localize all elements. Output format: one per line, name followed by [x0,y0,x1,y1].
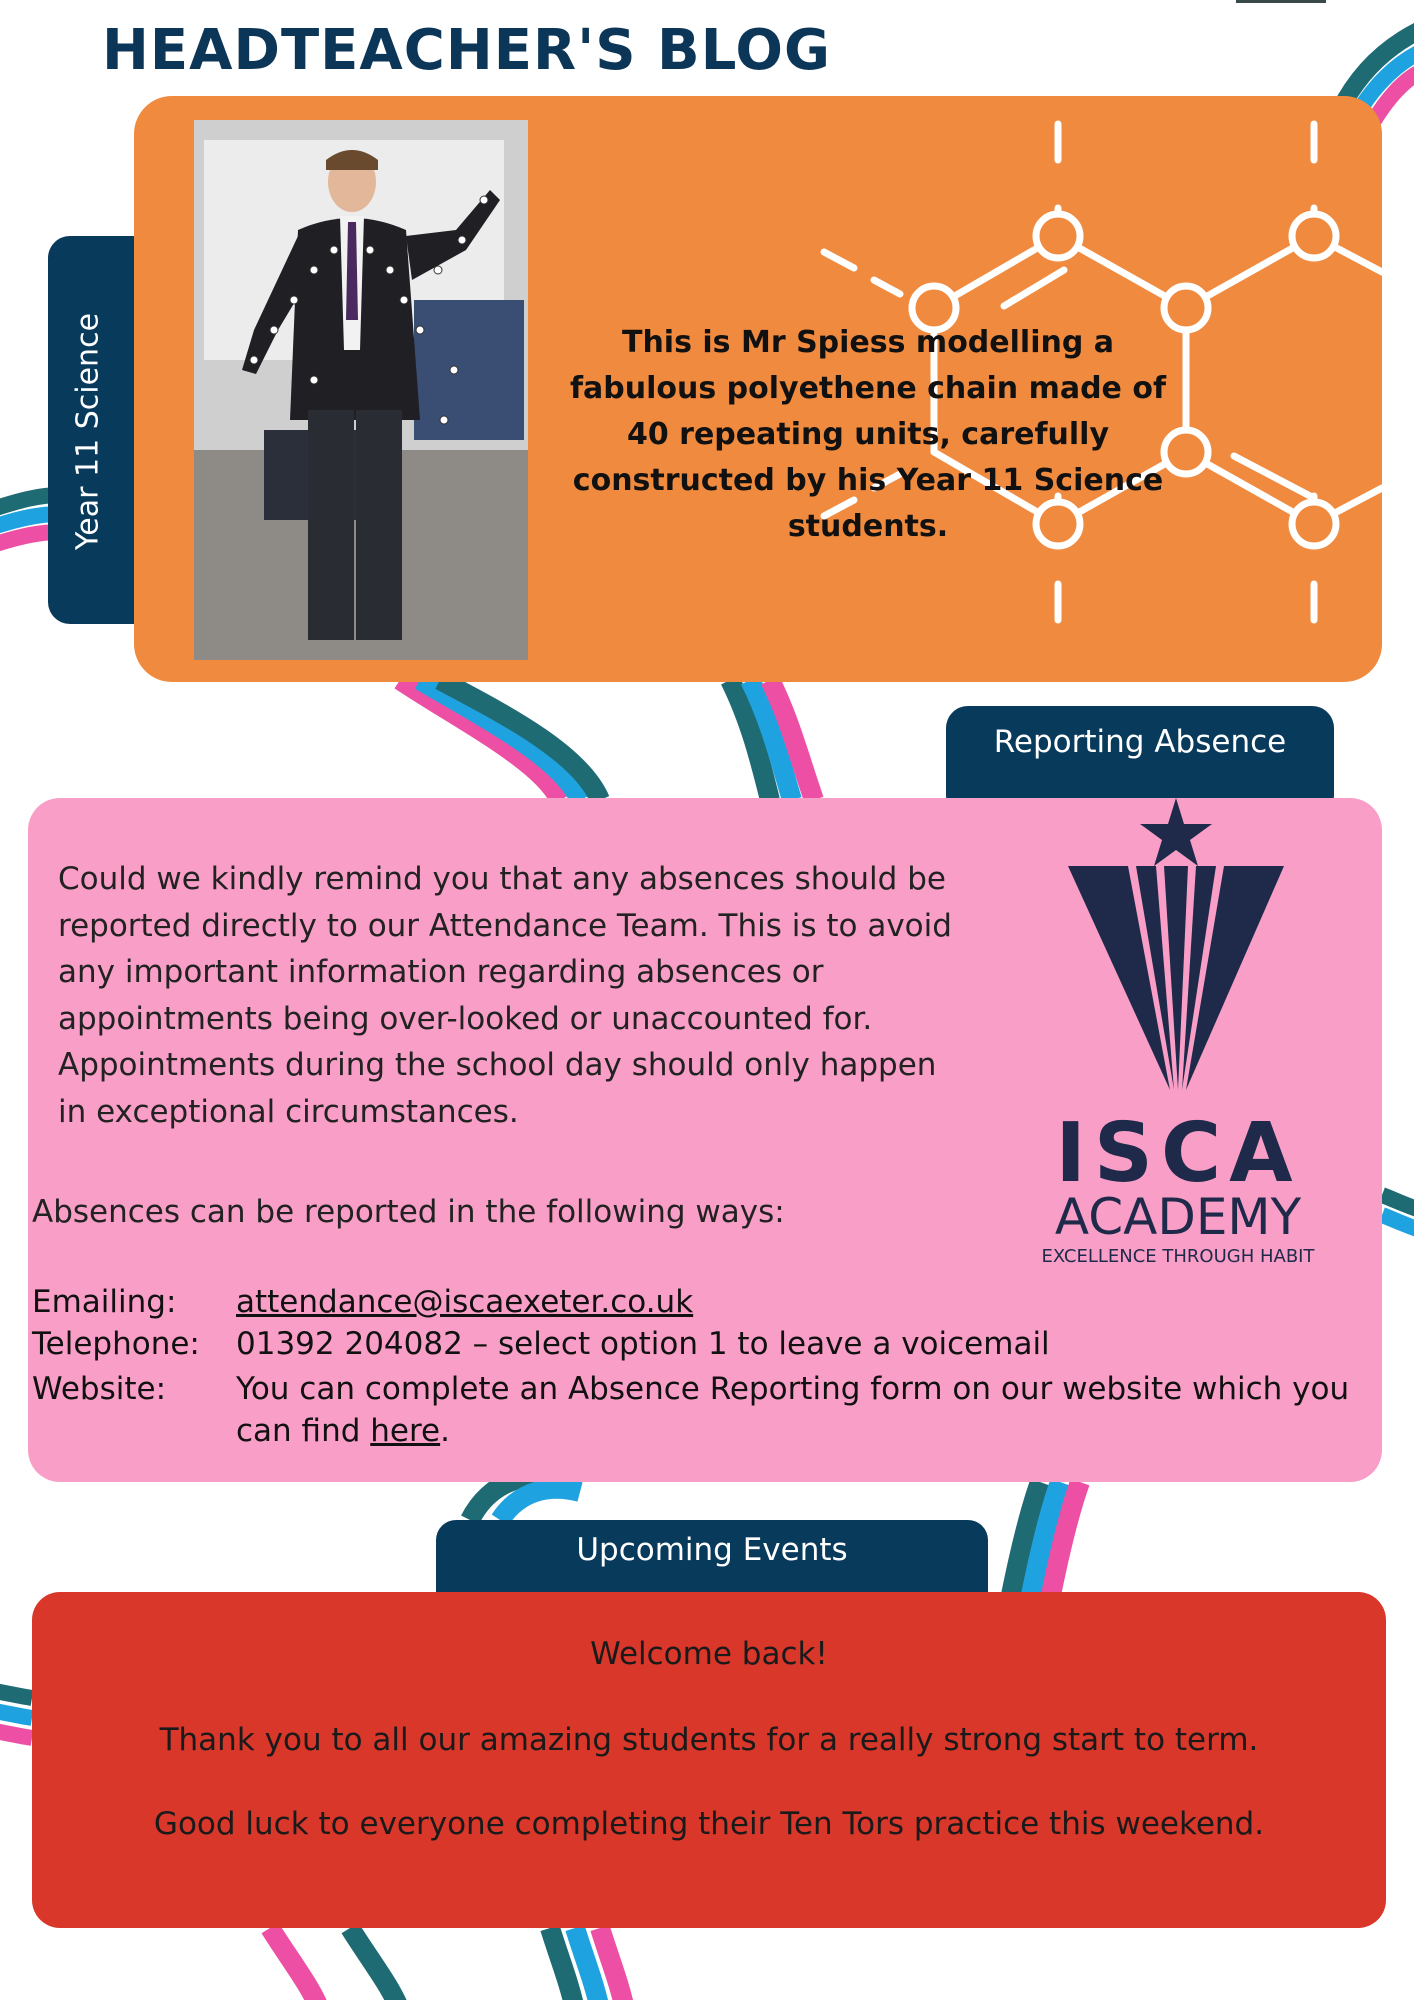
logo-tagline: EXCELLENCE THROUGH HABIT [1041,1246,1315,1267]
upcoming-events-tab-label: Upcoming Events [576,1532,848,1568]
absence-ways-intro: Absences can be reported in the following ways: [32,1194,785,1230]
science-card [134,96,1382,682]
absence-intro-text: Could we kindly remind you that any absences should be reported directly to our Attendance Team. This is to avoid any important information regarding absences or appointments being over-looked or unaccounted for. Appointments during the school day should only happen in exceptional circumstances. [58,861,952,1130]
absence-card [28,798,1382,1482]
phone-number: 01392 204082 – select option 1 to leave a voicemail [236,1326,1050,1362]
website-description: You can complete an Absence Reporting form on our website which you can find [236,1371,1350,1449]
logo-isca-text: ISCA [1055,1106,1301,1201]
science-caption: This is Mr Spiess modelling a fabulous polyethene chain made of 40 repeating units, carefully constructed by his Year 11 Science students. [569,325,1167,544]
website-label: Website: [32,1371,167,1407]
year-11-science-tab-label: Year 11 Science [70,312,106,551]
absence-form-link[interactable]: here [370,1413,441,1449]
logo-academy-text: ACADEMY [1054,1188,1302,1246]
event-line: Good luck to everyone completing their Ten Tors practice this weekend. [153,1806,1265,1842]
phone-row [32,1326,1050,1362]
page-title: HEADTEACHER'S BLOG [102,18,831,83]
attendance-email-link[interactable]: attendance@iscaexeter.co.uk [236,1284,694,1320]
event-line: Welcome back! [590,1636,828,1672]
email-row [32,1284,693,1320]
reporting-absence-tab-label: Reporting Absence [993,724,1287,760]
website-end: . [440,1413,450,1449]
event-line: Thank you to all our amazing students for a really strong start to term. [159,1722,1259,1758]
events-card [32,1592,1386,1928]
email-label: Emailing: [32,1284,177,1320]
isca-academy-logo [1008,798,1348,1278]
star-shield-icon [1008,798,1348,1098]
phone-label: Telephone: [32,1326,200,1362]
